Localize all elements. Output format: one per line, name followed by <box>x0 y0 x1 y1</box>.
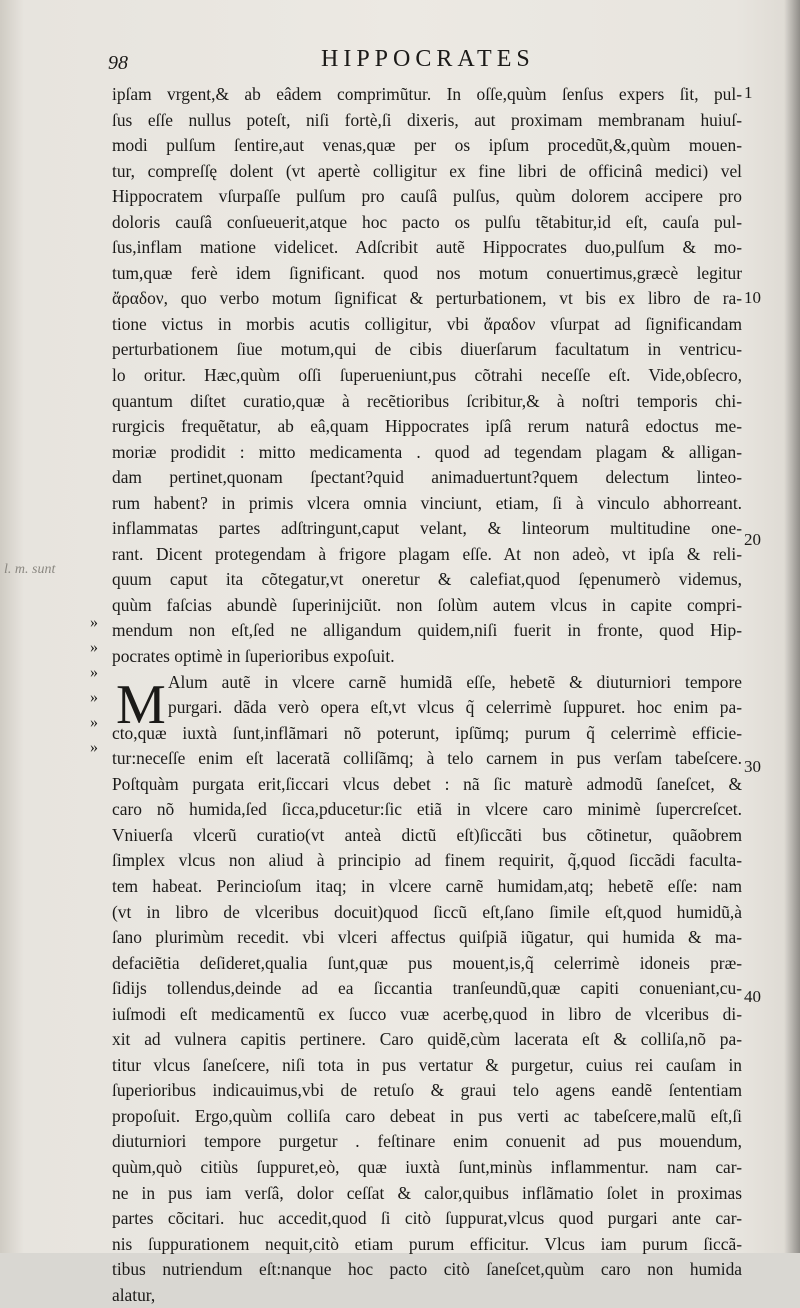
text-line: perturbationem ſiue motum,qui de cibis diuerſarum facultatum in ventricu- <box>112 339 742 360</box>
text-line: rurgicis frequẽtatur, ab eâ,quam Hippocrates ipſâ rerum naturâ edoctus me- <box>112 416 742 437</box>
text-line: Hippocratem vſurpaſſe pulſum pro cauſâ pulſus, quùm dolorem accipere pro <box>112 186 742 207</box>
text-line: Poſtquàm purgata erit,ſiccari vlcus debet : nã ſic maturè admodũ ſaneſcet, & <box>112 773 742 794</box>
text-line: rant. Dicent protegendam à frigore plagam eſſe. At non adeò, vt ipſa & reli- <box>112 543 742 564</box>
text-line: inflammatas partes adſtringunt,caput velant, & linteorum multitudine one- <box>112 518 742 539</box>
text-line: ſidijs tollendus,deinde ad ea ſiccantia tranſeundũ,quæ capiti conueniant,cu- <box>112 978 742 999</box>
drop-cap: M <box>116 673 166 736</box>
text-line: ipſam vrgent,& ab eâdem comprimũtur. In oſſe,quùm ſenſus expers ſit, pul- <box>112 84 742 104</box>
text-line: propoſuit. Ergo,quùm colliſa caro debeat in pus verti ac tabeſcere,malũ eſt,ſi <box>112 1105 742 1126</box>
text-line: tum,quæ ferè idem ſignificant. quod nos motum conuertimus,græcè legitur <box>112 262 742 283</box>
text-line: rum habent? in primis vlcera omnia vinciunt, etiam, ſi à vinculo abhorreant. <box>112 492 742 513</box>
text-line: ſimplex vlcus non aliud à principio ad finem requirit, q̃,quod ſiccãdi faculta- <box>112 850 742 871</box>
text-line: (vt in libro de vlceribus docuit)quod ſiccũ eſt,ſano ſimile eſt,quod humidũ,à <box>112 901 742 922</box>
line-number: 1 <box>744 83 753 102</box>
text-line: nis ſuppurationem nequit,citò etiam purum efficitur. Vlcus iam purum ſiccã- <box>112 1233 742 1254</box>
text-line: titur vlcus ſaneſcere, niſi tota in pus vertatur & purgetur, cuius rei cauſam in <box>112 1054 742 1075</box>
text-line: tur:neceſſe enim eſt laceratã colliſãmq; à telo carnem in pus verſam tabeſcere. <box>112 748 742 769</box>
text-line: mendum non eſt,ſed ne alligandum quidem,niſi fuerit in fronte, quod Hip- <box>112 620 742 641</box>
text-line: ſano plurimùm recedit. vbi vlceri affectus quiſpiã iũgatur, qui humida & ma- <box>112 927 742 948</box>
text-line: modi pulſum ſentire,aut venas,quæ per os ipſum procedũt,&,quùm mouen- <box>112 135 742 156</box>
text-line: partes cõcitari. huc accedit,quod ſi citò ſuppurat,vlcus quod purgari ante car- <box>112 1208 742 1229</box>
text-line: quum caput ita cõtegatur,vt oneretur & calefiat,quod ſępenumerò videmus, <box>112 569 742 590</box>
text-line: tione victus in morbis acutis colligitur, vbi ἄραδον vſurpat ad ſignificandam <box>112 313 742 334</box>
text-line: tur, compreſſę dolent (vt apertè colligitur ex fine libri de officinâ medici) vel <box>112 160 742 181</box>
quote-mark: » <box>90 714 98 731</box>
body-text <box>112 82 742 1308</box>
text-line: xit ad vulnera capitis pertinere. Caro quidẽ,cùm lacerata eſt & colliſa,nõ pa- <box>112 1029 742 1050</box>
line-number: 30 <box>744 757 761 776</box>
quote-mark: » <box>90 639 98 656</box>
text-line: moriæ prodidit : mitto medicamenta . quod ad tegendam plagam & alligan- <box>112 441 742 462</box>
text-line: diuturniori tempore purgetur . feſtinare enim conuenit ad pus mouendum, <box>112 1131 742 1152</box>
text-line: quùm faſcias abundè ſuperinijciũt. non ſolùm autem vlcus in capite compri- <box>112 594 742 615</box>
running-title: HIPPOCRATES <box>321 46 535 72</box>
text-line: Vniuerſa vlcerũ curatio(vt anteà dictũ eſt)ſiccãti bus cõtinetur, quãobrem <box>112 824 742 845</box>
text-line: ne in pus iam verſâ, dolor ceſſat & calor,quibus inflãmatio ſolet in proximas <box>112 1182 742 1203</box>
page-number: 98 <box>108 52 128 74</box>
text-line: dam pertinet,quonam ſpectant?quid animaduertunt?quem delectum linteo- <box>112 467 742 488</box>
margin-note: l. m. sunt <box>4 562 56 577</box>
text-line: cto,quæ iuxtà ſunt,inflãmari nõ poterunt, ipſũmq; purum q̃ celerrimè efficie- <box>112 722 742 743</box>
quote-mark: » <box>90 664 98 681</box>
line-number: 20 <box>744 530 761 549</box>
text-line: ἄραδον, quo verbo motum ſignificat & perturbationem, vt bis ex libro de ra- <box>112 288 742 309</box>
text-line: tem habeat. Perincioſum itaq; in vlcere carnẽ humidam,atq; hebetẽ eſſe: nam <box>112 875 742 896</box>
text-line: Alum autẽ in vlcere carnẽ humidã eſſe, hebetẽ & diuturniori tempore <box>168 671 742 692</box>
text-line: ſuperioribus indicauimus,vbi de retuſo & graui telo agens eandẽ ſententiam <box>112 1080 742 1101</box>
quote-mark: » <box>90 614 98 631</box>
text-line: ſus,inflam matione videlicet. Adſcribit autẽ Hippocrates duo,pulſum & mo- <box>112 237 742 258</box>
text-line: ſus eſſe nullus poteſt, niſi fortè,ſi dixeris, aut proximam membranam huiuſ- <box>112 109 742 130</box>
text-line: lo oritur. Hæc,quùm oſſi ſuperueniunt,pus cõtrahi neceſſe eſt. Vide,obſecro, <box>112 365 742 386</box>
page-header <box>106 44 746 78</box>
text-line: quantum diſtet curatio,quæ à recẽtioribus ſcribitur,& à noſtri temporis chi- <box>112 390 742 411</box>
line-number: 10 <box>744 288 761 307</box>
text-line: pocrates optimè in ſuperioribus expoſuit. <box>112 646 395 667</box>
paragraph-2-continued <box>112 721 742 1308</box>
page-edge-shadow <box>784 0 800 1253</box>
text-line: defaciẽtia deſideret,qualia ſunt,quæ pus mouent,is,q̃ celerrimè idoneis præ- <box>112 952 742 973</box>
text-line: quùm,quò citiùs ſuppuret,eò, quæ iuxtà ſunt,minùs inflammentur. nam car- <box>112 1156 742 1177</box>
quote-mark: » <box>90 689 98 706</box>
text-line: tibus nutriendum eſt:nanque hoc pacto citò ſaneſcet,quùm caro non humida <box>112 1259 742 1280</box>
text-line: purgari. dãda verò opera eſt,vt vlcus q̃ celerrimè ſuppuret. hoc enim pa- <box>168 697 742 718</box>
line-number: 40 <box>744 987 761 1006</box>
text-line: alatur, <box>112 1284 156 1305</box>
text-line: iuſmodi eſt medicamentũ ex ſucco vuæ acerbę,quod in libro de vlceribus di- <box>112 1003 742 1024</box>
quote-mark: » <box>90 739 98 756</box>
paragraph-1 <box>112 82 742 670</box>
text-line: caro nõ humida,ſed ſicca,pducetur:ſic etiã in vlcere caro minimè ſupercreſcet. <box>112 799 742 820</box>
text-line: doloris cauſâ conſueuerit,atque hoc pacto os pulſu tẽtabitur,id eſt, cauſa pul- <box>112 211 742 232</box>
